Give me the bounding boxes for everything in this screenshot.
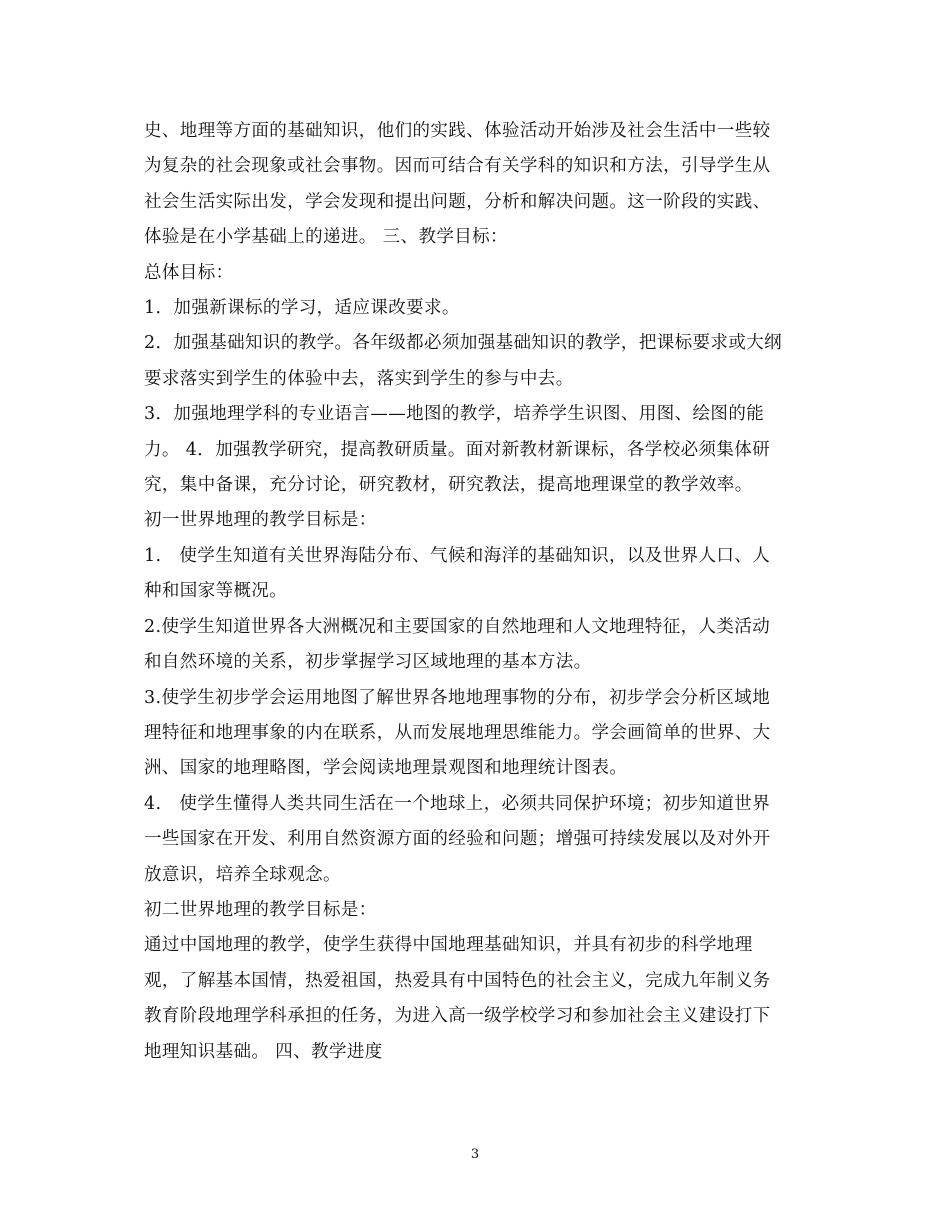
text-line: 洲、国家的地理略图，学会阅读地理景观图和地理统计图表。 (144, 758, 628, 779)
text-line: 理特征和地理事象的内在联系，从而发展地理思维能力。学会画简单的世界、大 (144, 722, 771, 743)
text-line: 通过中国地理的教学，使学生获得中国地理基础知识，并具有初步的科学地理 (144, 935, 753, 956)
text-line: 3.使学生初步学会运用地图了解世界各地地理事物的分布，初步学会分析区域地 (144, 687, 771, 708)
page-number: 3 (470, 1147, 480, 1162)
text-line: 究，集中备课，充分讨论，研究教材，研究教法，提高地理课堂的教学效率。 (144, 475, 753, 496)
text-line: 1．加强新课标的学习，适应课改要求。 (144, 298, 460, 319)
text-line: 放意识，培养全球观念。 (144, 864, 341, 885)
text-line: 总体目标： (144, 262, 234, 283)
text-line: 初一世界地理的教学目标是： (144, 510, 377, 531)
text-line: 一些国家在开发、利用自然资源方面的经验和问题；增强可持续发展以及对外开 (144, 829, 771, 850)
text-line: 2．加强基础知识的教学。各年级都必须加强基础知识的教学，把课标要求或大纲 (144, 333, 783, 354)
text-line: 地理知识基础。 四、教学进度 (144, 1041, 383, 1062)
text-line: 要求落实到学生的体验中去，落实到学生的参与中去。 (144, 368, 574, 389)
text-line: 教育阶段地理学科承担的任务，为进入高一级学校学习和参加社会主义建设打下 (144, 1006, 771, 1027)
text-line: 观，了解基本国情，热爱祖国，热爱具有中国特色的社会主义，完成九年制义务 (144, 970, 771, 991)
text-line: 为复杂的社会现象或社会事物。因而可结合有关学科的知识和方法，引导学生从 (144, 156, 771, 177)
text-line: 史、地理等方面的基础知识，他们的实践、体验活动开始涉及社会生活中一些较 (144, 121, 771, 141)
text-line: 种和国家等概况。 (144, 581, 288, 602)
text-line: 2.使学生知道世界各大洲概况和主要国家的自然地理和人文地理特征，人类活动 (144, 616, 771, 637)
text-line: 1. 使学生知道有关世界海陆分布、气候和海洋的基础知识，以及世界人口、人 (144, 545, 771, 566)
text-line: 初二世界地理的教学目标是： (144, 899, 377, 920)
body-text (144, 114, 814, 1070)
text-line: 4. 使学生懂得人类共同生活在一个地球上，必须共同保护环境；初步知道世界 (144, 793, 771, 814)
text-line: 力。 4．加强教学研究，提高教研质量。面对新教材新课标，各学校必须集体研 (144, 439, 771, 460)
text-line: 3．加强地理学科的专业语言——地图的教学，培养学生识图、用图、绘图的能 (144, 404, 765, 425)
text-line: 社会生活实际出发，学会发现和提出问题，分析和解决问题。这一阶段的实践、 (144, 191, 771, 212)
text-line: 和自然环境的关系，初步掌握学习区域地理的基本方法。 (144, 652, 592, 673)
text-line: 体验是在小学基础上的递进。 三、教学目标： (144, 227, 508, 248)
